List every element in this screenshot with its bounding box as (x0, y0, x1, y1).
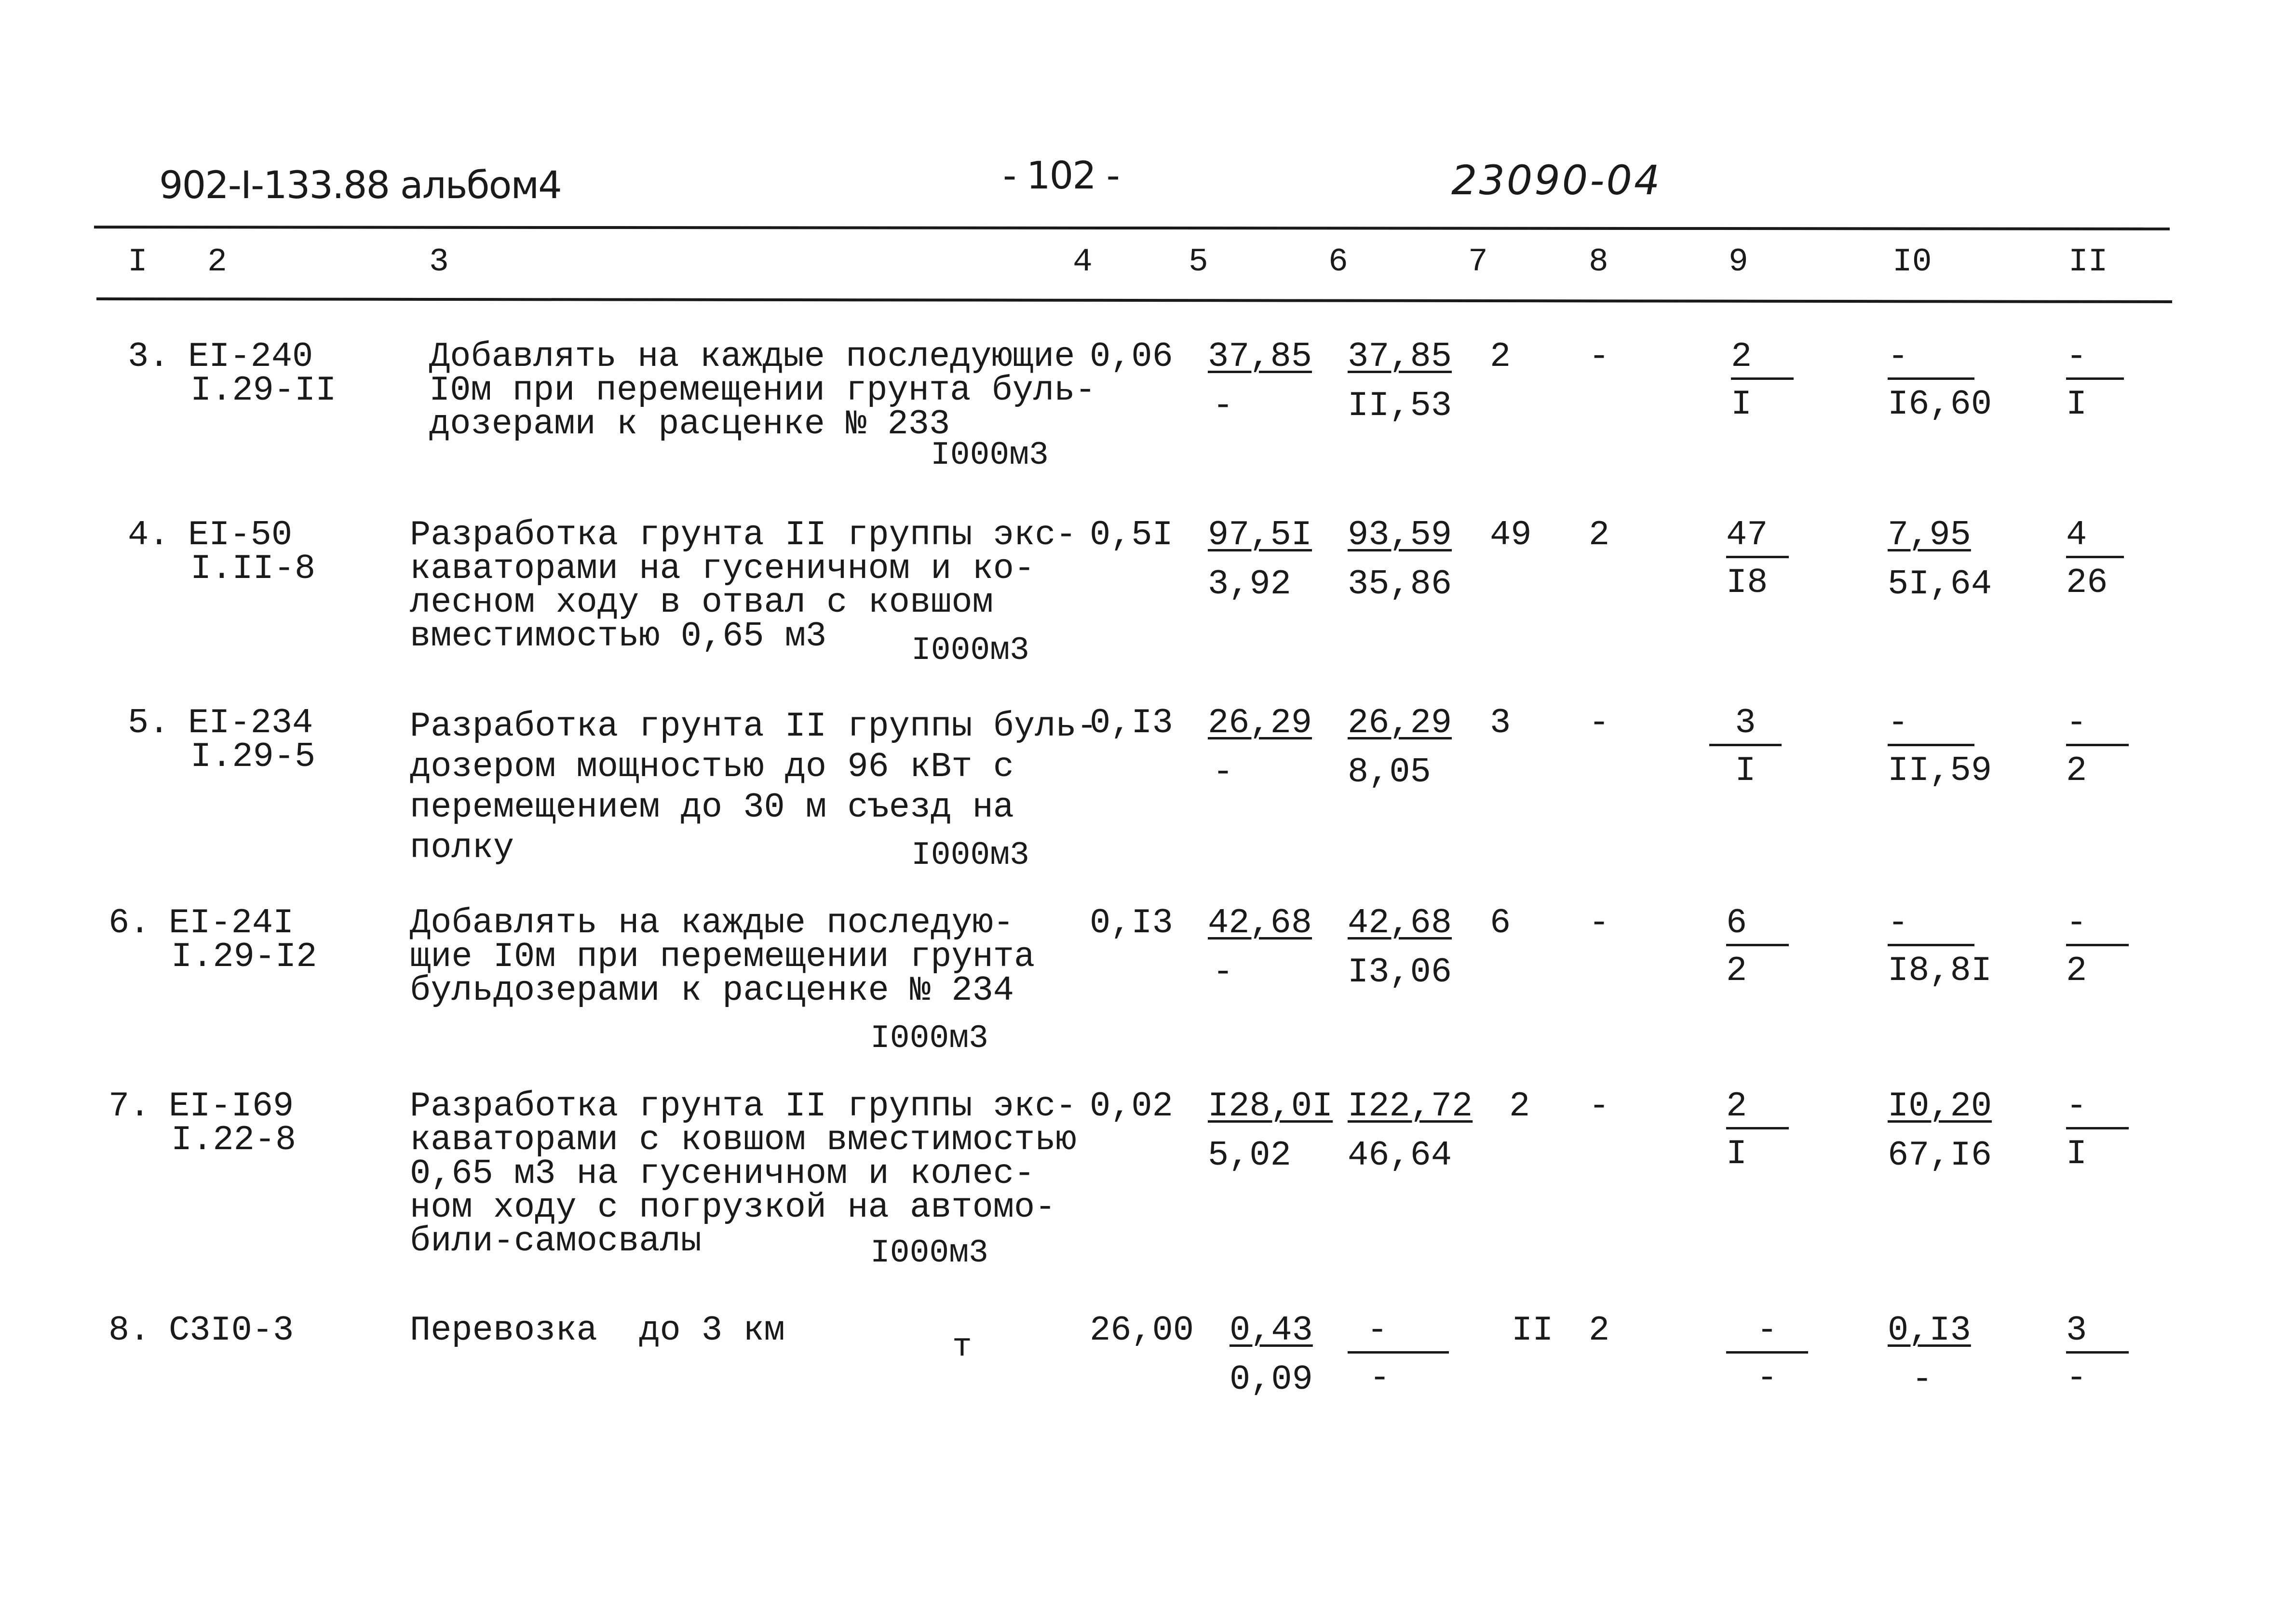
column-number: 7 (1468, 243, 1488, 281)
work-description: Разработка грунта II группы буль- дозером мощностью до 96 кВт с перемещением до 30 м съезд на полку (410, 707, 1097, 868)
col9-fraction: $\frac{3}{I}$ (1709, 706, 1782, 788)
col11-fraction: - I (2066, 1089, 2129, 1171)
rate-subcode: I.29-I2 (171, 937, 317, 977)
col9-fraction: $\frac{2}{I}$ (1726, 1089, 1789, 1171)
col8-value: 2 (1589, 1311, 1610, 1350)
col7-value: 2 (1509, 1087, 1530, 1126)
col7-value: 49 (1490, 515, 1532, 555)
row-number: 7. (108, 1087, 150, 1126)
page-number: - 102 - (1003, 154, 1119, 198)
rate-subcode: I.22-8 (171, 1120, 297, 1160)
work-description: Добавлять на каждые последую- щие I0м при перемещении грунта бульдозерами к расценке № 234 (410, 903, 1035, 1010)
rate-code: C3I0-3 (169, 1311, 294, 1350)
col10-fraction: - I8,8I (1888, 903, 1992, 991)
unit-of-measure: I000м3 (911, 837, 1029, 874)
col5-fraction: $\frac{I28,0I}{5,02}$ (1208, 1087, 1333, 1175)
col7-value: II (1512, 1311, 1554, 1350)
unit-of-measure: т (952, 1329, 972, 1366)
col5-fraction: $\frac{97,5I}{3,92}$ (1208, 515, 1312, 604)
column-number: I0 (1892, 243, 1932, 281)
work-description: Перевозка до 3 км (410, 1311, 785, 1350)
col11-fraction: - 2 (2066, 906, 2129, 988)
col6-fraction: $\frac{26,29}{8,05}$ (1348, 703, 1452, 792)
row-number: 5. (128, 703, 170, 743)
quantity-value: 26,00 (1090, 1311, 1194, 1350)
rate-code: EI-I69 (169, 1087, 294, 1126)
column-number: 2 (207, 243, 227, 281)
work-description: Разработка грунта II группы экс- каваторами на гусеничном и ко- лесном ходу в отвал с ковшом вместимостью 0,65 м3 (410, 515, 1077, 656)
header-top-rule (94, 226, 2170, 230)
col10-fraction: - I6,60 (1888, 337, 1992, 424)
col6-fraction: - - (1348, 1314, 1449, 1395)
col11-fraction: - I (2066, 340, 2124, 421)
unit-of-measure: I000м3 (931, 437, 1049, 474)
document-code: 902-I-133.88 альбом4 (159, 164, 561, 207)
rate-code: EI-50 (188, 515, 293, 555)
col8-value: 2 (1589, 515, 1610, 555)
unit-of-measure: I000м3 (870, 1235, 988, 1272)
col5-fraction: $\frac{0,43}{0,09}$ (1230, 1311, 1313, 1399)
col9-fraction: $\frac{47}{I8}$ (1726, 518, 1789, 600)
col8-value: - (1589, 703, 1610, 743)
col7-value: 6 (1490, 903, 1511, 943)
rate-code: EI-234 (188, 703, 313, 743)
column-number: 8 (1589, 243, 1608, 281)
col10-fraction: $\frac{I0,20}{67,I6}$ (1888, 1087, 1992, 1175)
col8-value: - (1589, 1087, 1610, 1126)
rate-subcode: I.II-8 (190, 549, 316, 589)
col9-fraction: $\frac{6}{2}$ (1726, 906, 1789, 988)
col10-fraction: $\frac{7,95}{5I,64}$ (1888, 515, 1992, 604)
column-number: II (2068, 243, 2108, 281)
unit-of-measure: I000м3 (870, 1020, 988, 1057)
col6-fraction: $\frac{42,68}{I3,06}$ (1348, 903, 1452, 992)
row-number: 8. (108, 1311, 150, 1350)
col9-fraction: $\frac{2}{I}$ (1731, 340, 1794, 421)
col8-value: - (1589, 337, 1610, 376)
rate-code: EI-240 (188, 337, 313, 376)
col11-fraction: $\frac{4}{26}$ (2066, 518, 2124, 600)
col5-fraction: 26,29 - (1208, 703, 1312, 792)
row-number: 4. (128, 515, 170, 555)
column-number: 9 (1729, 243, 1748, 281)
quantity-value: 0,06 (1090, 337, 1173, 376)
col10-fraction: 0,I3 - (1888, 1311, 1971, 1399)
rate-subcode: I.29-II (190, 371, 337, 410)
work-description: Разработка грунта II группы экс- каваторами с ковшом вместимостью 0,65 м3 на гусеничном и колес- ном ходу с погрузкой на автомо- били-самосвалы (410, 1087, 1077, 1261)
column-number: I (128, 243, 148, 281)
quantity-value: 0,I3 (1090, 703, 1173, 743)
unit-of-measure: I000м3 (911, 632, 1029, 669)
rate-code: EI-24I (169, 903, 294, 943)
col11-fraction: 3 - (2066, 1314, 2129, 1395)
col6-fraction: $\frac{93,59}{35,86}$ (1348, 515, 1452, 604)
col7-value: 3 (1490, 703, 1511, 743)
col8-value: - (1589, 903, 1610, 943)
header-bottom-rule (96, 297, 2172, 303)
col6-fraction: $\frac{37,85}{II,53}$ (1348, 337, 1452, 426)
column-number: 4 (1073, 243, 1093, 281)
quantity-value: 0,02 (1090, 1087, 1173, 1126)
column-number: 3 (429, 243, 449, 281)
row-number: 3. (128, 337, 170, 376)
col5-fraction: 37,85 - (1208, 337, 1312, 426)
col7-value: 2 (1490, 337, 1511, 376)
col11-fraction: - 2 (2066, 706, 2129, 788)
rate-subcode: I.29-5 (190, 737, 316, 777)
quantity-value: 0,I3 (1090, 903, 1173, 943)
col10-fraction: - II,59 (1888, 703, 1992, 791)
row-number: 6. (108, 903, 150, 943)
quantity-value: 0,5I (1090, 515, 1173, 555)
col6-fraction: $\frac{I22,72}{46,64}$ (1348, 1087, 1473, 1175)
column-number: 6 (1328, 243, 1348, 281)
col9-fraction: - - (1726, 1314, 1808, 1395)
archive-number: 23090-04 (1451, 157, 1662, 204)
column-number: 5 (1189, 243, 1208, 281)
work-description: Добавлять на каждые последующие I0м при перемещении грунта буль- дозерами к расценке № 233 (429, 337, 1096, 444)
col5-fraction: 42,68 - (1208, 903, 1312, 992)
